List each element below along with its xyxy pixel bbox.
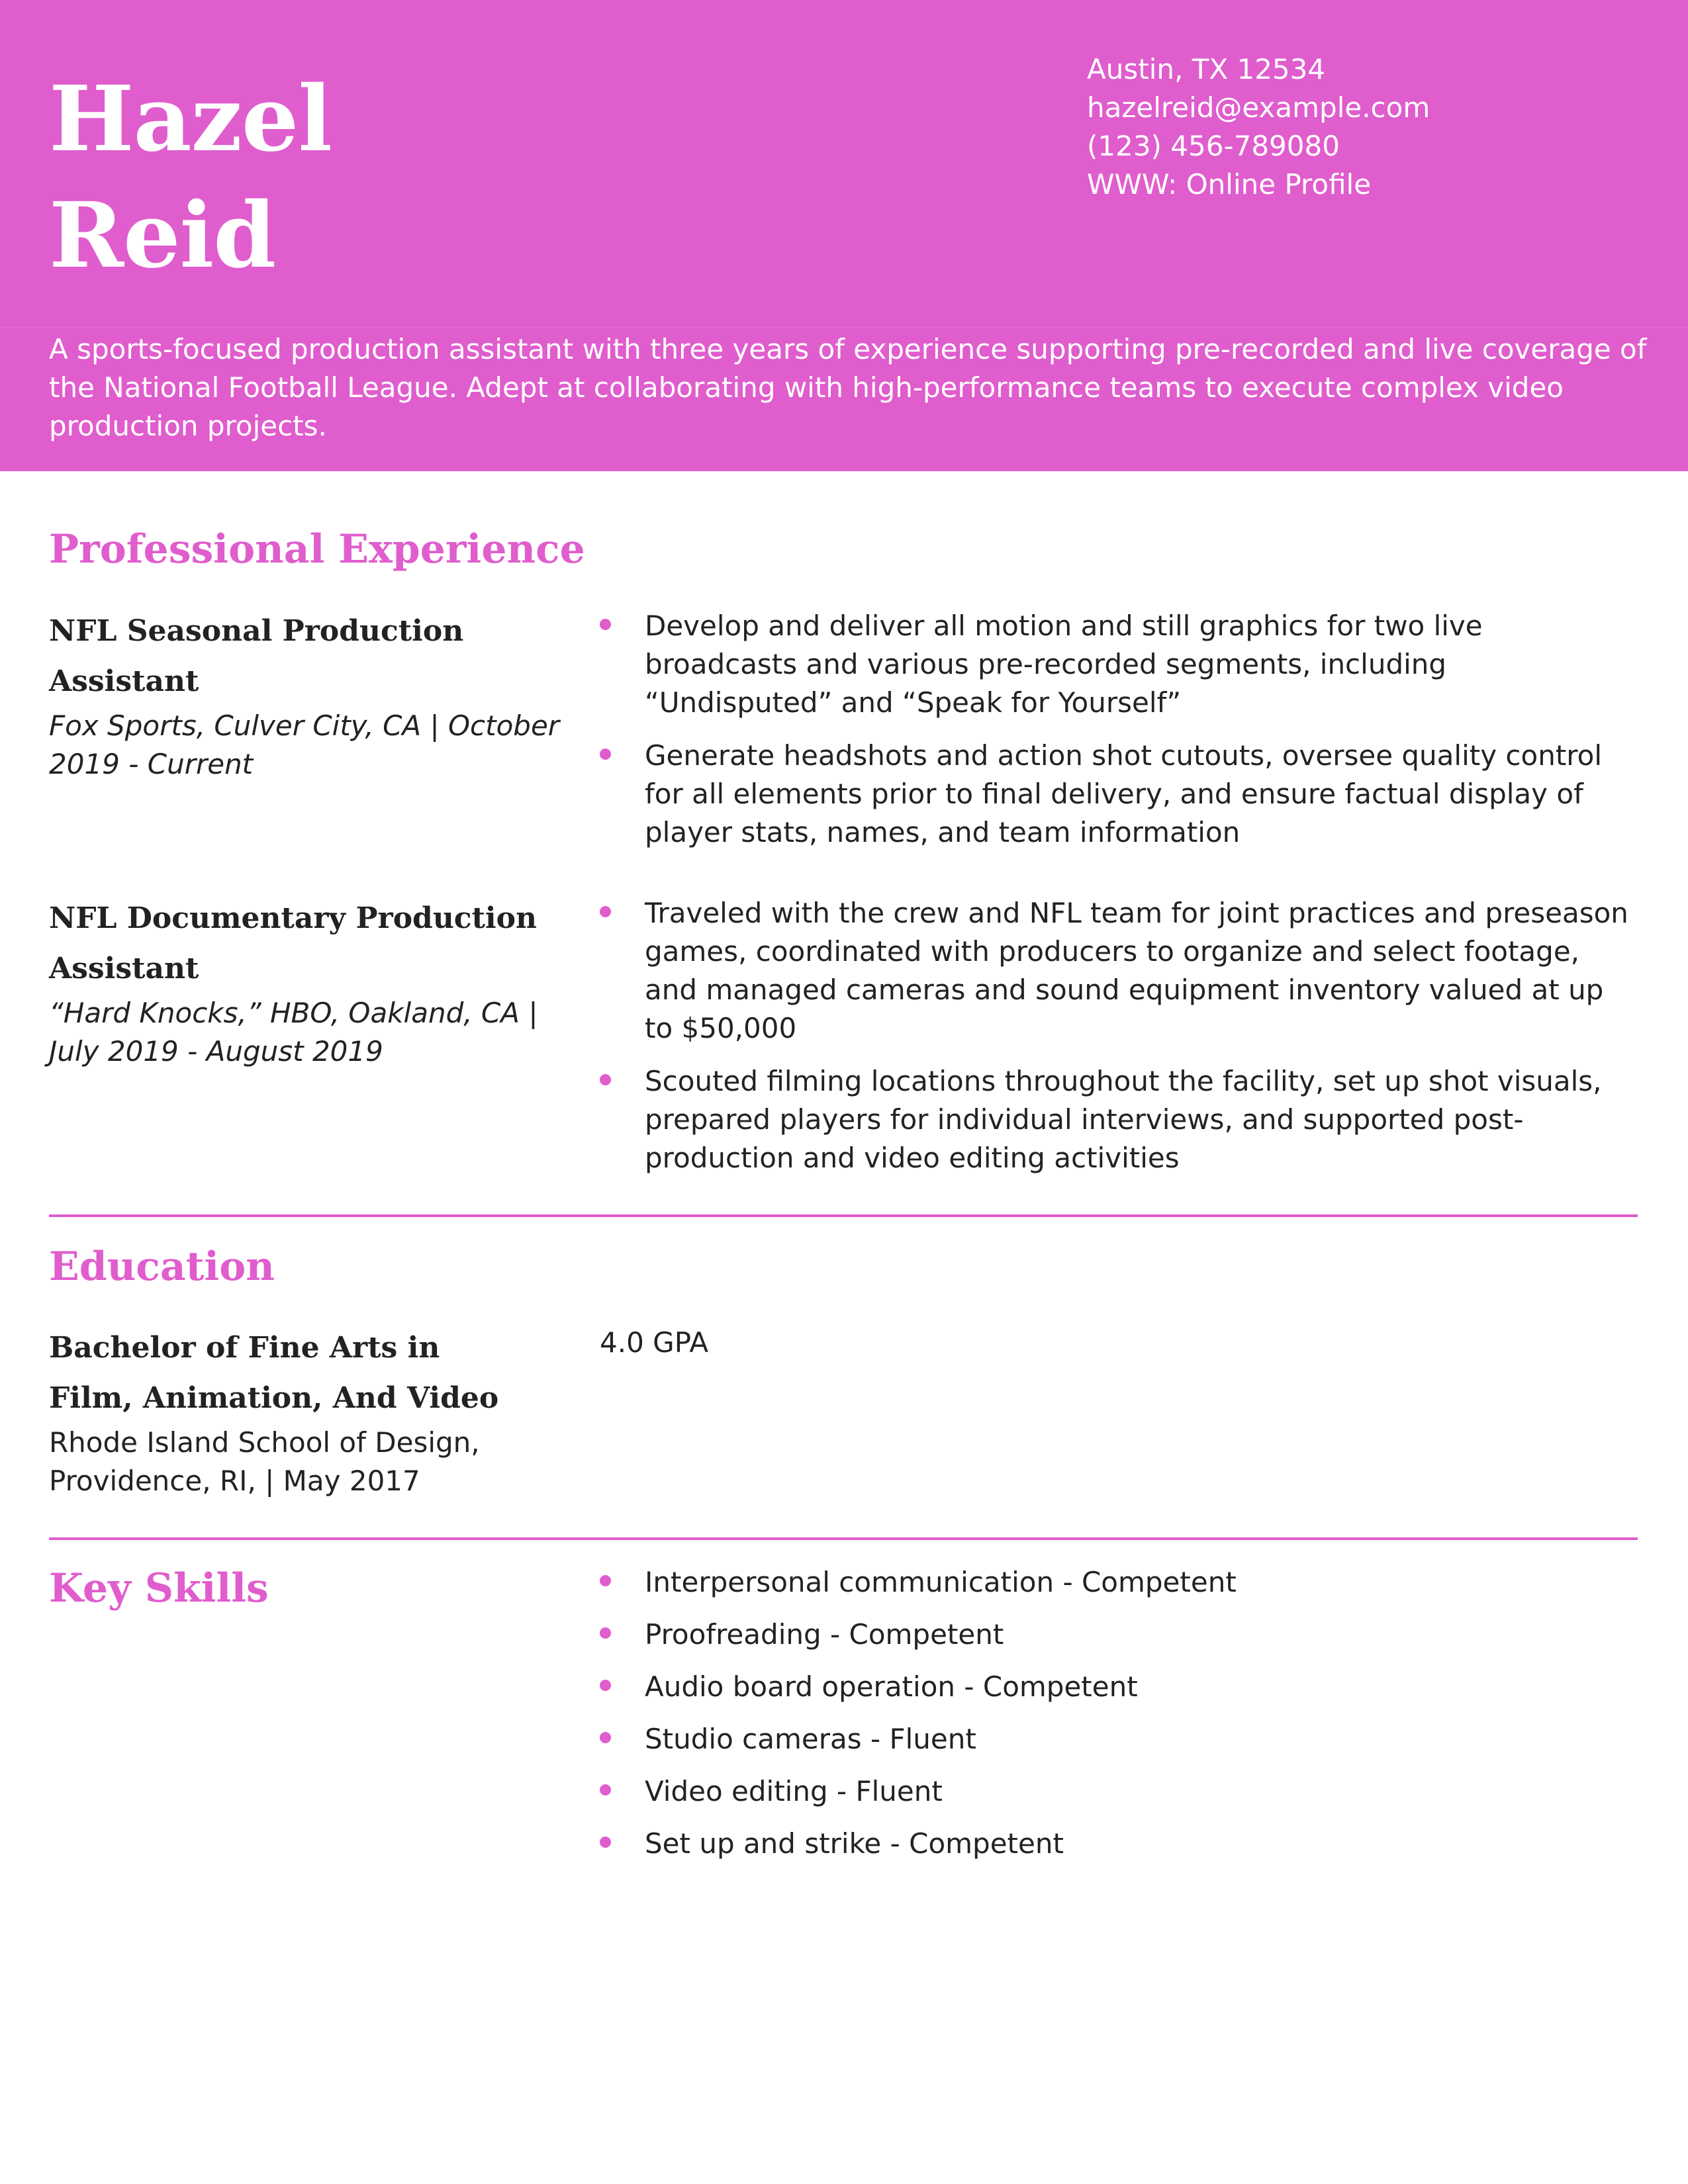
contact-phone: (123) 456-789080: [1087, 130, 1340, 162]
bullet-dot-icon: [600, 906, 611, 917]
section-title-education: Education: [49, 1244, 275, 1290]
list-item: [600, 1668, 1639, 1706]
candidate-name: [49, 61, 332, 294]
section-title-experience: Professional Experience: [49, 526, 585, 572]
list-item: [600, 1772, 1639, 1811]
bullet-dot-icon: [600, 1784, 611, 1796]
bullet-dot-icon: [600, 619, 611, 630]
bullet-dot-icon: [600, 1074, 611, 1085]
list-item: [600, 1062, 1639, 1177]
professional-summary: A sports-focused production assistant with three years of experience supporting pre-recorded and live coverage of the National Football League. Adept at collaborating with high-performance teams to execute complex video production projects.: [49, 333, 1647, 442]
bullet-dot-icon: [600, 1627, 611, 1639]
list-item: [600, 737, 1639, 852]
contact-info: [1087, 50, 1430, 204]
header-divider: [0, 327, 1688, 328]
job-1-meta: Fox Sports, Culver City, CA | October 2019 - Current: [49, 709, 560, 780]
resume-header: [0, 0, 1688, 471]
skill-text: Set up and strike - Competent: [645, 1827, 1064, 1860]
bullet-text: Traveled with the crew and NFL team for joint practices and preseason games, coordinated with producers to organize and select footage, and managed cameras and sound equipment inventory valued at up to $50,000: [645, 897, 1628, 1044]
bullet-dot-icon: [600, 1575, 611, 1586]
bullet-dot-icon: [600, 1680, 611, 1691]
contact-website[interactable]: WWW: Online Profile: [1087, 168, 1372, 201]
list-item: [600, 1825, 1639, 1863]
degree-title: Bachelor of Fine Arts in Film, Animation, And Video: [49, 1331, 499, 1415]
section-divider: [49, 1214, 1638, 1217]
skills-list: [600, 1563, 1639, 1877]
education-info: [49, 1323, 526, 1500]
job-1-title: NFL Seasonal Production Assistant: [49, 614, 464, 698]
bullet-dot-icon: [600, 1837, 611, 1848]
bullet-text: Scouted filming locations throughout the facility, set up shot visuals, prepared players for individual interviews, and supported post-production and video editing activities: [645, 1065, 1602, 1174]
contact-location: Austin, TX 12534: [1087, 53, 1326, 85]
skill-text: Interpersonal communication - Competent: [645, 1566, 1237, 1598]
section-divider: [49, 1537, 1638, 1540]
bullet-text: Develop and deliver all motion and still graphics for two live broadcasts and various pre-recorded segments, including “Undisputed” and “Speak for Yourself”: [645, 610, 1483, 719]
job-1-info: [49, 606, 565, 784]
bullet-text: Generate headshots and action shot cutouts, oversee quality control for all elements prior to final delivery, and ensure factual display of player stats, names, and team information: [645, 739, 1603, 848]
gpa-value: 4.0 GPA: [600, 1326, 709, 1359]
job-2-title: NFL Documentary Production Assistant: [49, 901, 537, 985]
list-item: [600, 894, 1639, 1048]
job-2-bullets: [600, 894, 1639, 1192]
job-2-meta: “Hard Knocks,” HBO, Oakland, CA | July 2019 - August 2019: [49, 997, 538, 1068]
list-item: [600, 1720, 1639, 1758]
job-1-bullets: [600, 607, 1639, 866]
contact-email[interactable]: hazelreid@example.com: [1087, 91, 1430, 124]
first-name: Hazel: [49, 66, 332, 172]
last-name: Reid: [49, 183, 276, 289]
skill-text: Video editing - Fluent: [645, 1775, 943, 1807]
skill-text: Studio cameras - Fluent: [645, 1723, 976, 1755]
skill-text: Audio board operation - Competent: [645, 1670, 1138, 1703]
bullet-dot-icon: [600, 1732, 611, 1743]
job-2-info: [49, 893, 565, 1071]
skill-text: Proofreading - Competent: [645, 1618, 1004, 1651]
list-item: [600, 1615, 1639, 1654]
list-item: [600, 1563, 1639, 1602]
list-item: [600, 607, 1639, 722]
school-info: Rhode Island School of Design, Providence, RI, | May 2017: [49, 1426, 480, 1497]
bullet-dot-icon: [600, 749, 611, 760]
section-title-skills: Key Skills: [49, 1565, 269, 1612]
